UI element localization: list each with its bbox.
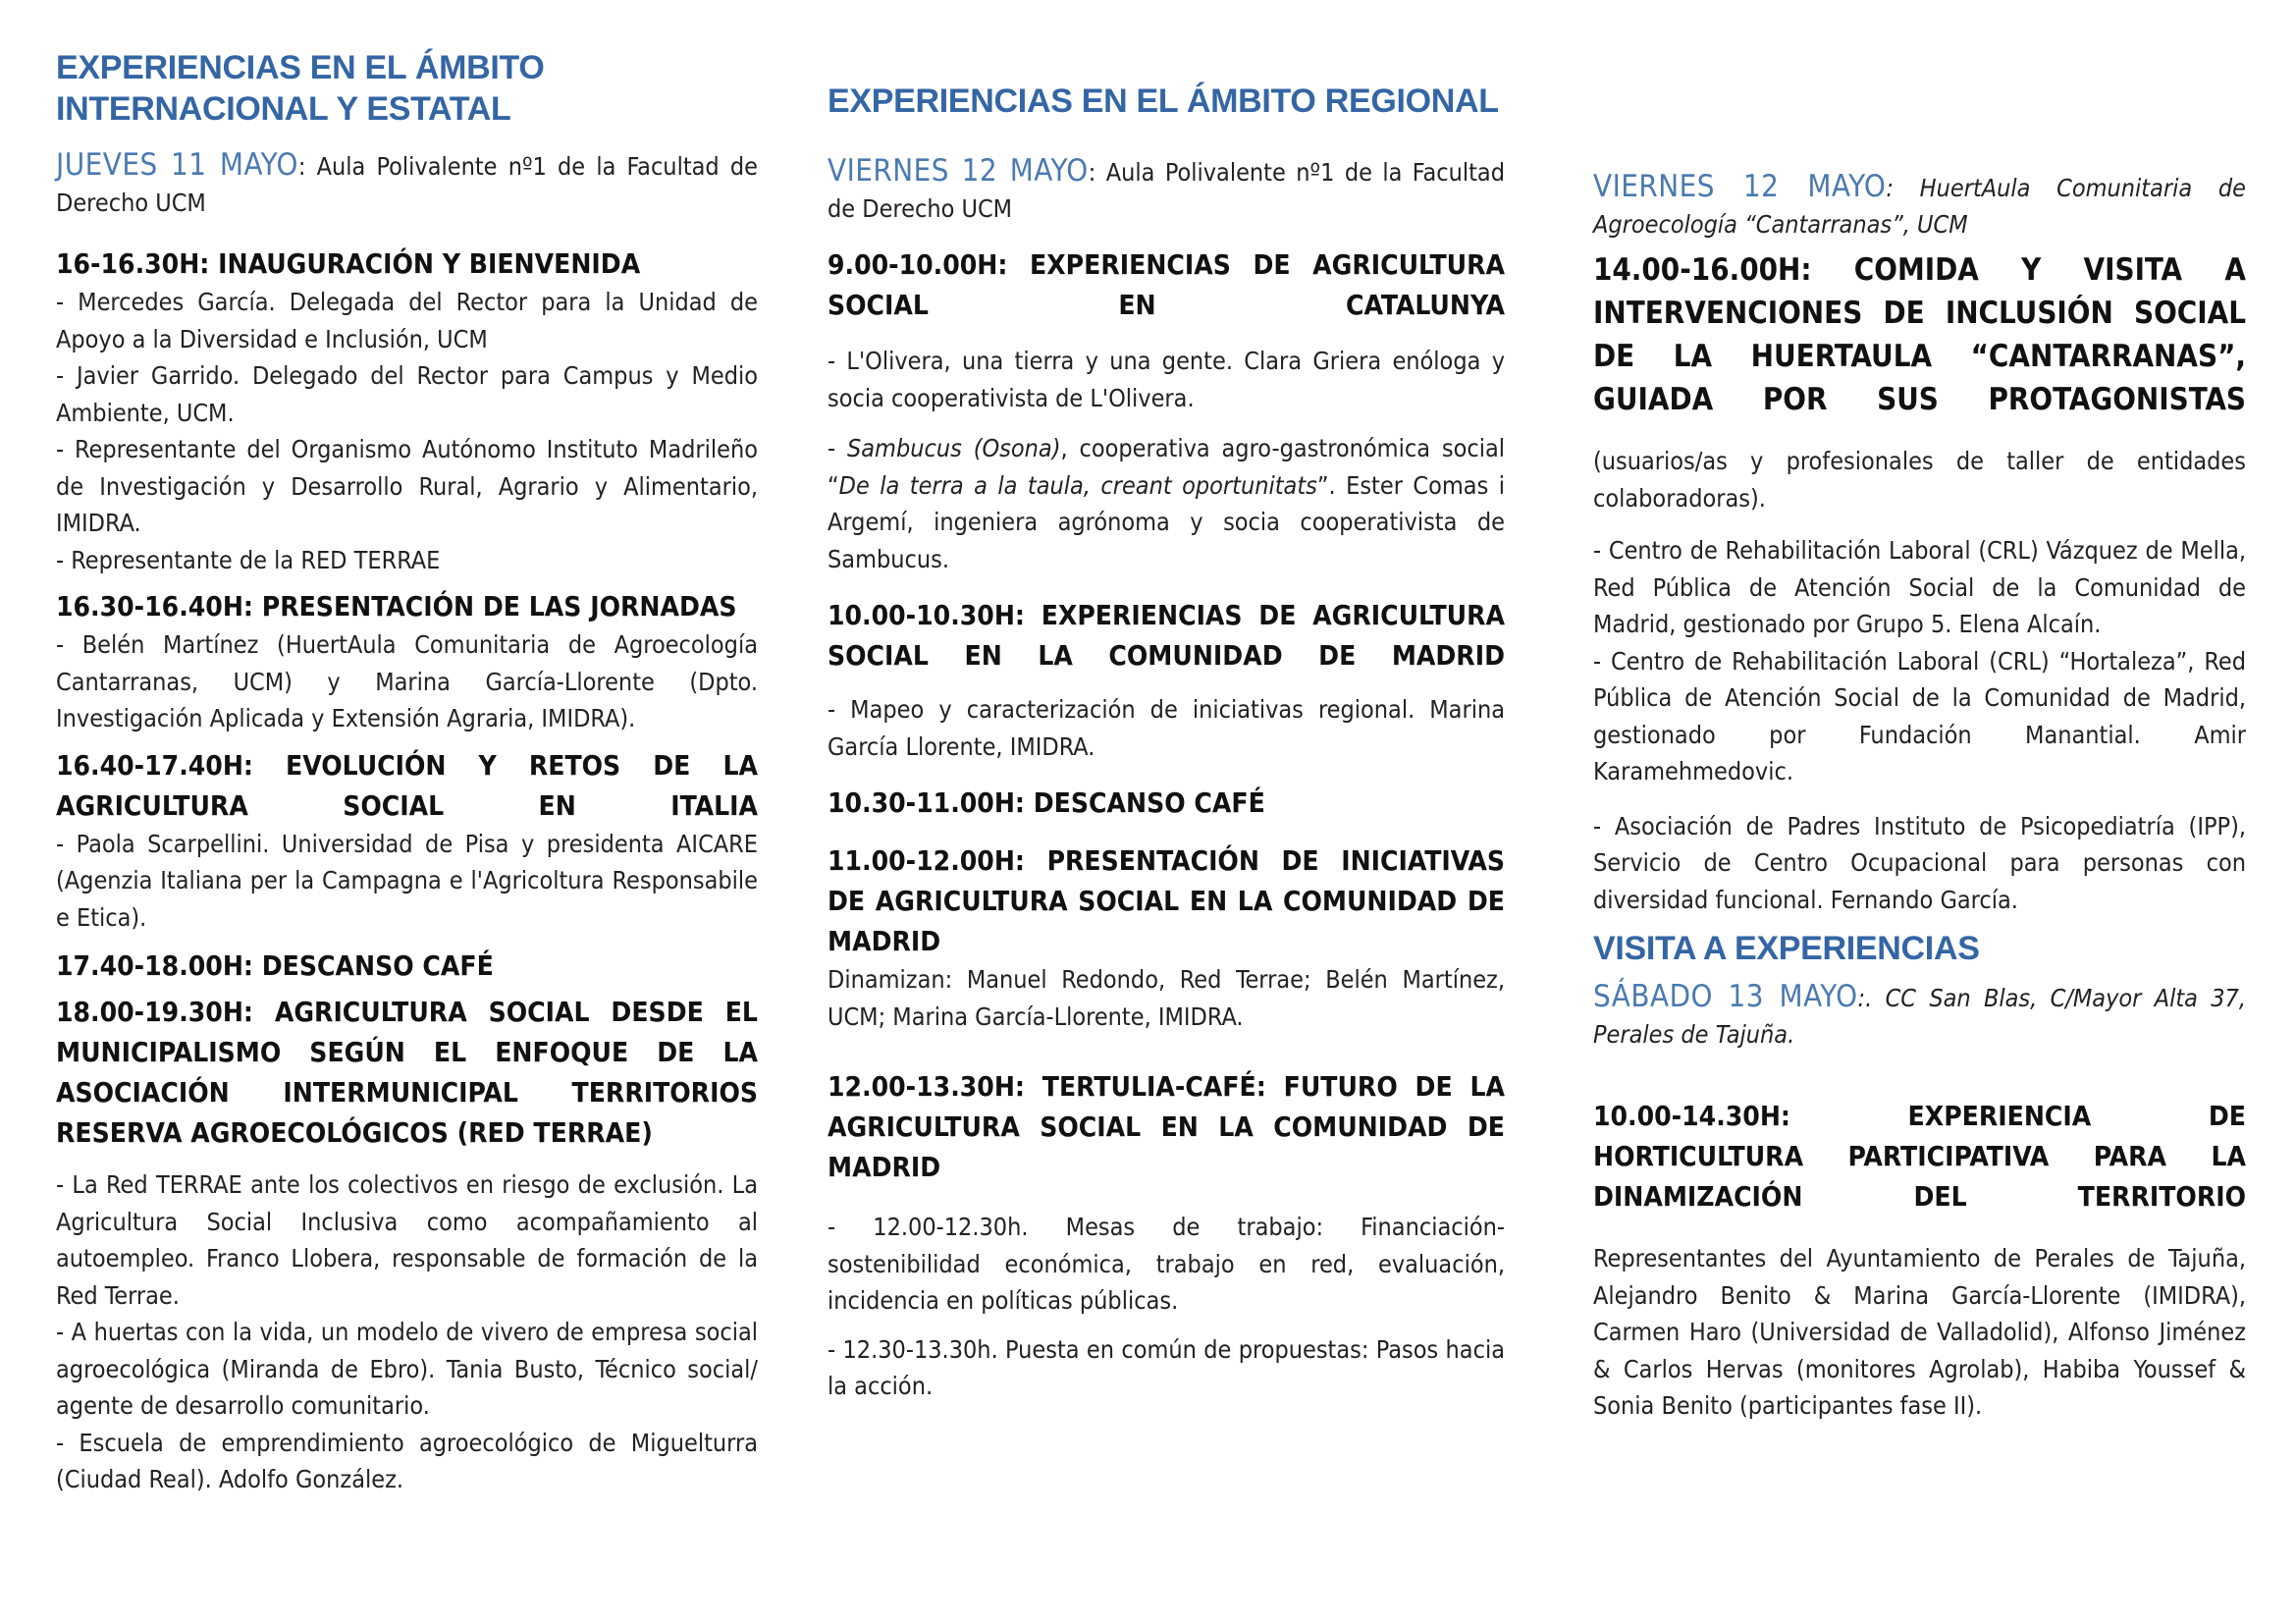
column-regional	[828, 0, 1505, 1405]
session-item: - Centro de Rehabilitación Laboral (CRL) Vázquez de Mella, Red Pública de Atención Social de la Comunidad de Madrid, gestionado por Grupo 5. Elena Alcaín.	[1593, 536, 2246, 638]
session-item: - L'Olivera, una tierra y una gente. Clara Griera enóloga y socia cooperativista de L'Olivera.	[828, 347, 1505, 412]
day-location: : Aula Polivalente nº1 de la Facultad de Derecho UCM	[828, 158, 1505, 223]
day-location: : HuertAula Comunitaria de Agroecología “Cantarranas”, UCM	[1593, 174, 2246, 239]
day-date: VIERNES 12 MAYO	[1593, 169, 1887, 204]
session-item: - Paola Scarpellini. Universidad de Pisa y presidenta AICARE (Agenzia Italiana per la Campagna e l'Agricoltura Responsabile e Etica).	[56, 829, 758, 932]
section-heading-regional: EXPERIENCIAS EN EL ÁMBITO REGIONAL	[828, 82, 1499, 120]
session-title: 10.00-10.30H: EXPERIENCIAS DE AGRICULTURA SOCIAL EN LA COMUNIDAD DE MADRID	[828, 599, 1505, 672]
session-item: - Mapeo y caracterización de iniciativas regional. Marina García Llorente, IMIDRA.	[828, 695, 1505, 761]
day-date: SÁBADO 13 MAYO	[1593, 979, 1858, 1014]
column-visits	[1593, 0, 2246, 1425]
session-title: 17.40-18.00H: DESCANSO CAFÉ	[56, 949, 494, 982]
session-title: 9.00-10.00H: EXPERIENCIAS DE AGRICULTURA SOCIAL EN CATALUNYA	[828, 248, 1505, 321]
day-date: JUEVES 11 MAYO	[56, 147, 298, 183]
section-heading-visits: VISITA A EXPERIENCIAS	[1593, 930, 1980, 967]
session-title: 10.30-11.00H: DESCANSO CAFÉ	[828, 786, 1265, 819]
session-item: - Escuela de emprendimiento agroecológico de Miguelturra (Ciudad Real). Adolfo González.	[56, 1428, 758, 1493]
session-item: Representantes del Ayuntamiento de Perales de Tajuña, Alejandro Benito & Marina García-Llorente (IMIDRA), Carmen Haro (Universidad de Valladolid), Alfonso Jiménez & Carlos Hervas (monitores Agrolab), Habiba Youssef & Sonia Benito (participantes fase II).	[1593, 1244, 2246, 1420]
session-title: 16.40-17.40H: EVOLUCIÓN Y RETOS DE LA AGRICULTURA SOCIAL EN ITALIA	[56, 748, 758, 822]
session-item: - 12.00-12.30h. Mesas de trabajo: Financiación-sostenibilidad económica, trabajo en red, evaluación, incidencia en políticas públicas.	[828, 1213, 1505, 1315]
session-note: (usuarios/as y profesionales de taller de entidades colaboradoras).	[1593, 447, 2246, 513]
day-date: VIERNES 12 MAYO	[828, 153, 1089, 189]
session-item: Dinamizan: Manuel Redondo, Red Terrae; Belén Martínez, UCM; Marina García-Llorente, IMIDRA.	[828, 965, 1505, 1031]
session-title: 16-16.30H: INAUGURACIÓN Y BIENVENIDA	[56, 247, 641, 280]
day-thursday	[56, 147, 758, 221]
day-location: : Aula Polivalente nº1 de la Facultad de Derecho UCM	[56, 152, 758, 217]
session-item: - Sambucus (Osona), cooperativa agro-gastronómica social “De la terra a la taula, creant oportunitats”. Ester Comas i Argemí, ingeniera agrónoma y socia cooperativista de Sambucus.	[828, 434, 1505, 573]
column-international	[56, 0, 758, 1498]
day-saturday	[1593, 979, 2246, 1053]
session-item: - Javier Garrido. Delegado del Rector para Campus y Medio Ambiente, UCM.	[56, 361, 758, 427]
session-item: - Representante de la RED TERRAE	[56, 545, 441, 574]
session-item: - Representante del Organismo Autónomo Instituto Madrileño de Investigación y Desarrollo Rural, Agrario y Alimentario, IMIDRA.	[56, 435, 758, 537]
session-title: 14.00-16.00H: COMIDA Y VISITA A INTERVENCIONES DE INCLUSIÓN SOCIAL DE LA HUERTAULA “CANTARRANAS”, GUIADA POR SUS PROTAGONISTAS	[1593, 252, 2246, 417]
session-item: - Centro de Rehabilitación Laboral (CRL) “Hortaleza”, Red Pública de Atención Social de la Comunidad de Madrid, gestionado por Fundación Manantial. Amir Karamehmedovic.	[1593, 646, 2246, 785]
session-item: - Mercedes García. Delegada del Rector para la Unidad de Apoyo a la Diversidad e Inclusión, UCM	[56, 288, 758, 353]
day-friday-huertaula	[1593, 169, 2246, 243]
session-title: 18.00-19.30H: AGRICULTURA SOCIAL DESDE EL MUNICIPALISMO SEGÚN EL ENFOQUE DE LA ASOCIACIÓN INTERMUNICIPAL TERRITORIOS RESERVA AGROECOLÓGICOS (RED TERRAE)	[56, 996, 758, 1149]
section-heading-international: EXPERIENCIAS EN EL ÁMBITO INTERNACIONAL Y ESTATAL	[56, 49, 545, 128]
session-title: 12.00-13.30H: TERTULIA-CAFÉ: FUTURO DE LA AGRICULTURA SOCIAL EN LA COMUNIDAD DE MADRID	[828, 1070, 1505, 1183]
session-item: - La Red TERRAE ante los colectivos en riesgo de exclusión. La Agricultura Social Inclusiva como acompañamiento al autoempleo. Franco Llobera, responsable de formación de la Red Terrae.	[56, 1170, 758, 1310]
session-title: 16.30-16.40H: PRESENTACIÓN DE LAS JORNADAS	[56, 590, 737, 623]
session-title: 11.00-12.00H: PRESENTACIÓN DE INICIATIVAS DE AGRICULTURA SOCIAL EN LA COMUNIDAD DE MADRID	[828, 844, 1505, 957]
session-item: - A huertas con la vida, un modelo de vivero de empresa social agroecológica (Miranda de Ebro). Tania Busto, Técnico social/ agente de desarrollo comunitario.	[56, 1318, 758, 1420]
day-friday	[828, 153, 1505, 227]
session-item: - Belén Martínez (HuertAula Comunitaria de Agroecología Cantarranas, UCM) y Marina García-Llorente (Dpto. Investigación Aplicada y Extensión Agraria, IMIDRA).	[56, 630, 758, 732]
session-item: - 12.30-13.30h. Puesta en común de propuestas: Pasos hacia la acción.	[828, 1334, 1505, 1400]
session-item: - Asociación de Padres Instituto de Psicopediatría (IPP), Servicio de Centro Ocupacional para personas con diversidad funcional. Fernando García.	[1593, 811, 2246, 914]
day-location: :. CC San Blas, C/Mayor Alta 37, Perales de Tajuña.	[1593, 984, 2246, 1049]
session-title: 10.00-14.30H: EXPERIENCIA DE HORTICULTURA PARTICIPATIVA PARA LA DINAMIZACIÓN DEL TERRITORIO	[1593, 1100, 2246, 1213]
